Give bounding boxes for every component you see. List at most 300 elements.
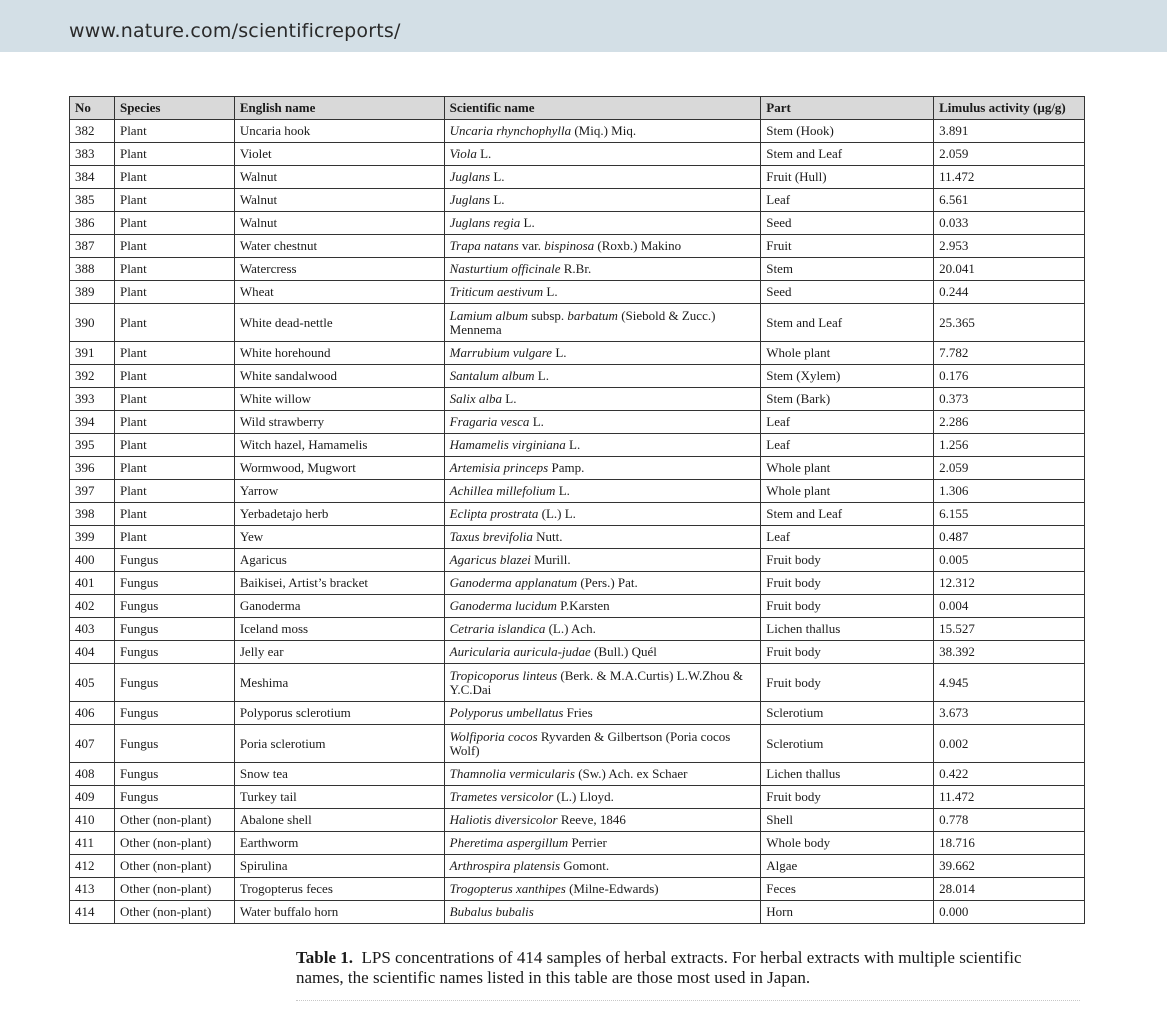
cell-scientific-name (444, 120, 761, 143)
cell-no: 396 (70, 457, 115, 480)
cell-part: Seed (761, 281, 934, 304)
cell-scientific-name (444, 235, 761, 258)
column-header-part: Part (761, 97, 934, 120)
cell-scientific-name (444, 166, 761, 189)
table-row (70, 480, 1085, 503)
cell-part: Fruit body (761, 786, 934, 809)
cell-limulus-activity: 28.014 (934, 878, 1085, 901)
cell-species: Fungus (114, 763, 234, 786)
cell-limulus-activity: 25.365 (934, 304, 1085, 342)
cell-scientific-name (444, 143, 761, 166)
cell-scientific-name (444, 480, 761, 503)
table-row (70, 809, 1085, 832)
cell-species: Fungus (114, 549, 234, 572)
cell-species: Plant (114, 457, 234, 480)
scientific-name-authority: Murill. (530, 552, 571, 567)
table-row (70, 365, 1085, 388)
cell-scientific-name (444, 526, 761, 549)
cell-limulus-activity: 0.422 (934, 763, 1085, 786)
cell-part: Seed (761, 212, 934, 235)
cell-scientific-name (444, 189, 761, 212)
cell-limulus-activity: 11.472 (934, 786, 1085, 809)
cell-scientific-name (444, 786, 761, 809)
scientific-name-authority: (Berk. & M.A.Curtis) L.W.Zhou & Y.C.Dai (449, 667, 746, 697)
cell-scientific-name (444, 595, 761, 618)
cell-english-name: Trogopterus feces (234, 878, 444, 901)
scientific-name-italic: Tropicoporus linteus (449, 667, 558, 683)
lps-concentration-table (69, 96, 1085, 924)
cell-species: Plant (114, 411, 234, 434)
cell-no: 395 (70, 434, 115, 457)
scientific-name-italic: Juglans regia (449, 215, 521, 230)
cell-english-name: Uncaria hook (234, 120, 444, 143)
cell-no: 383 (70, 143, 115, 166)
cell-part: Fruit (761, 235, 934, 258)
cell-english-name: Earthworm (234, 832, 444, 855)
cell-part: Shell (761, 809, 934, 832)
cell-limulus-activity: 20.041 (934, 258, 1085, 281)
table-header-row (70, 97, 1085, 120)
cell-species: Plant (114, 281, 234, 304)
scientific-name-authority: P.Karsten (556, 598, 610, 613)
scientific-name-italic: Trogopterus xanthipes (449, 881, 566, 896)
scientific-name-authority: (Miq.) Miq. (571, 123, 637, 138)
cell-scientific-name (444, 763, 761, 786)
cell-limulus-activity: 2.286 (934, 411, 1085, 434)
cell-limulus-activity: 0.000 (934, 901, 1085, 924)
cell-species: Plant (114, 120, 234, 143)
cell-scientific-name (444, 258, 761, 281)
journal-url[interactable]: www.nature.com/scientificreports/ (69, 20, 401, 42)
cell-scientific-name (444, 641, 761, 664)
cell-english-name: Walnut (234, 189, 444, 212)
cell-english-name: Poria sclerotium (234, 725, 444, 763)
scientific-name-italic: Agaricus blazei (449, 552, 531, 567)
journal-header-band (0, 0, 1167, 52)
table-row (70, 166, 1085, 189)
cell-no: 401 (70, 572, 115, 595)
cell-part: Whole plant (761, 480, 934, 503)
scientific-name-authority: L. (529, 414, 544, 429)
cell-limulus-activity: 12.312 (934, 572, 1085, 595)
cell-no: 394 (70, 411, 115, 434)
scientific-name-italic: Uncaria rhynchophylla (449, 123, 572, 138)
scientific-name-italic: Achillea millefolium (449, 483, 556, 498)
cell-species: Other (non-plant) (114, 855, 234, 878)
cell-no: 410 (70, 809, 115, 832)
table-row (70, 618, 1085, 641)
cell-species: Other (non-plant) (114, 809, 234, 832)
table-row (70, 304, 1085, 342)
scientific-name-italic: Artemisia princeps (449, 460, 549, 475)
table-row (70, 832, 1085, 855)
cell-english-name: Snow tea (234, 763, 444, 786)
cell-part: Leaf (761, 189, 934, 212)
column-header-limulus-activity: Limulus activity (µg/g) (934, 97, 1085, 120)
cell-species: Fungus (114, 702, 234, 725)
scientific-name-italic: Lamium album (449, 307, 529, 323)
cell-no: 409 (70, 786, 115, 809)
cell-scientific-name (444, 664, 761, 702)
cell-species: Plant (114, 258, 234, 281)
cell-english-name: Watercress (234, 258, 444, 281)
cell-scientific-name (444, 503, 761, 526)
table-body (70, 120, 1085, 924)
cell-no: 411 (70, 832, 115, 855)
table-row (70, 641, 1085, 664)
scientific-name-authority: R.Br. (560, 261, 592, 276)
scientific-name-authority: (Pers.) Pat. (577, 575, 638, 590)
cell-no: 392 (70, 365, 115, 388)
column-header-species: Species (114, 97, 234, 120)
cell-english-name: Water buffalo horn (234, 901, 444, 924)
cell-part: Fruit (Hull) (761, 166, 934, 189)
cell-species: Plant (114, 526, 234, 549)
scientific-name-authority: subsp. (528, 307, 568, 323)
scientific-name-italic: barbatum (567, 307, 618, 323)
cell-part: Stem (Bark) (761, 388, 934, 411)
cell-part: Stem and Leaf (761, 503, 934, 526)
table-row (70, 786, 1085, 809)
table-row (70, 503, 1085, 526)
scientific-name-authority: L. (543, 284, 558, 299)
cell-english-name: Ganoderma (234, 595, 444, 618)
cell-species: Other (non-plant) (114, 901, 234, 924)
cell-english-name: Abalone shell (234, 809, 444, 832)
cell-english-name: White horehound (234, 342, 444, 365)
scientific-name-italic: Wolfiporia cocos (449, 728, 538, 744)
cell-no: 403 (70, 618, 115, 641)
cell-scientific-name (444, 901, 761, 924)
table-row (70, 595, 1085, 618)
cell-limulus-activity: 18.716 (934, 832, 1085, 855)
cell-english-name: Yarrow (234, 480, 444, 503)
scientific-name-authority: Pamp. (548, 460, 585, 475)
caption-text: LPS concentrations of 414 samples of herbal extracts. For herbal extracts with multiple scientific names, the scientific names listed in this table are those most used in Japan. (296, 948, 1022, 987)
scientific-name-italic: Taxus brevifolia (449, 529, 533, 544)
cell-no: 400 (70, 549, 115, 572)
scientific-name-italic: Ganoderma lucidum (449, 598, 557, 613)
cell-scientific-name (444, 411, 761, 434)
cell-scientific-name (444, 304, 761, 342)
table-row (70, 664, 1085, 702)
cell-no: 393 (70, 388, 115, 411)
cell-no: 399 (70, 526, 115, 549)
table-caption (296, 948, 1066, 988)
scientific-name-italic: Juglans (449, 169, 491, 184)
cell-limulus-activity: 0.004 (934, 595, 1085, 618)
cell-limulus-activity: 2.059 (934, 457, 1085, 480)
scientific-name-authority: L. (565, 437, 581, 452)
cell-no: 402 (70, 595, 115, 618)
cell-english-name: Yerbadetajo herb (234, 503, 444, 526)
cell-english-name: Agaricus (234, 549, 444, 572)
cell-english-name: Spirulina (234, 855, 444, 878)
cell-no: 414 (70, 901, 115, 924)
cell-part: Stem (761, 258, 934, 281)
cell-scientific-name (444, 549, 761, 572)
cell-species: Plant (114, 365, 234, 388)
column-header-scientific-name: Scientific name (444, 97, 761, 120)
cell-scientific-name (444, 281, 761, 304)
caption-divider (296, 1000, 1080, 1001)
cell-part: Stem and Leaf (761, 143, 934, 166)
table-row (70, 411, 1085, 434)
scientific-name-authority: var. (518, 238, 545, 253)
table-row (70, 725, 1085, 763)
cell-species: Plant (114, 434, 234, 457)
table-row (70, 526, 1085, 549)
cell-english-name: White sandalwood (234, 365, 444, 388)
cell-limulus-activity: 2.059 (934, 143, 1085, 166)
cell-english-name: Walnut (234, 166, 444, 189)
cell-species: Fungus (114, 641, 234, 664)
cell-scientific-name (444, 434, 761, 457)
cell-species: Fungus (114, 725, 234, 763)
cell-no: 397 (70, 480, 115, 503)
scientific-name-italic: Bubalus bubalis (449, 904, 534, 919)
column-header-no: No (70, 97, 115, 120)
cell-species: Plant (114, 166, 234, 189)
cell-limulus-activity: 4.945 (934, 664, 1085, 702)
cell-part: Lichen thallus (761, 618, 934, 641)
cell-species: Other (non-plant) (114, 878, 234, 901)
scientific-name-italic: Trapa natans (449, 238, 519, 253)
scientific-name-authority: L. (476, 146, 492, 161)
scientific-name-authority: L. (502, 391, 517, 406)
cell-part: Stem (Hook) (761, 120, 934, 143)
cell-no: 389 (70, 281, 115, 304)
cell-species: Fungus (114, 572, 234, 595)
cell-part: Fruit body (761, 641, 934, 664)
table-row (70, 763, 1085, 786)
cell-english-name: White willow (234, 388, 444, 411)
cell-english-name: Wheat (234, 281, 444, 304)
cell-limulus-activity: 11.472 (934, 166, 1085, 189)
cell-no: 405 (70, 664, 115, 702)
cell-limulus-activity: 0.373 (934, 388, 1085, 411)
cell-english-name: Violet (234, 143, 444, 166)
scientific-name-italic: Eclipta prostrata (449, 506, 539, 521)
cell-english-name: Wormwood, Mugwort (234, 457, 444, 480)
scientific-name-authority: (Bull.) Quél (590, 644, 657, 659)
scientific-name-authority: L. (520, 215, 535, 230)
cell-english-name: Iceland moss (234, 618, 444, 641)
cell-limulus-activity: 6.561 (934, 189, 1085, 212)
cell-limulus-activity: 3.891 (934, 120, 1085, 143)
scientific-name-authority: (Sw.) Ach. ex Schaer (574, 766, 688, 781)
cell-scientific-name (444, 572, 761, 595)
cell-limulus-activity: 0.244 (934, 281, 1085, 304)
cell-limulus-activity: 0.005 (934, 549, 1085, 572)
cell-species: Plant (114, 480, 234, 503)
scientific-name-authority: (Milne-Edwards) (565, 881, 659, 896)
scientific-name-authority: L. (534, 368, 549, 383)
cell-limulus-activity: 2.953 (934, 235, 1085, 258)
cell-species: Plant (114, 388, 234, 411)
cell-no: 391 (70, 342, 115, 365)
cell-species: Plant (114, 304, 234, 342)
scientific-name-italic: Thamnolia vermicularis (449, 766, 575, 781)
cell-limulus-activity: 0.487 (934, 526, 1085, 549)
cell-species: Plant (114, 212, 234, 235)
cell-part: Stem (Xylem) (761, 365, 934, 388)
cell-species: Plant (114, 189, 234, 212)
cell-part: Fruit body (761, 664, 934, 702)
cell-scientific-name (444, 878, 761, 901)
cell-limulus-activity: 1.306 (934, 480, 1085, 503)
cell-english-name: Jelly ear (234, 641, 444, 664)
cell-part: Fruit body (761, 595, 934, 618)
cell-species: Fungus (114, 595, 234, 618)
cell-species: Fungus (114, 618, 234, 641)
cell-scientific-name (444, 855, 761, 878)
scientific-name-authority: (L.) L. (538, 506, 576, 521)
table-row (70, 235, 1085, 258)
cell-no: 404 (70, 641, 115, 664)
scientific-name-italic: Viola (449, 146, 477, 161)
cell-species: Plant (114, 235, 234, 258)
cell-no: 387 (70, 235, 115, 258)
scientific-name-authority: L. (490, 169, 505, 184)
cell-species: Plant (114, 503, 234, 526)
scientific-name-italic: Ganoderma applanatum (449, 575, 578, 590)
cell-english-name: Witch hazel, Hamamelis (234, 434, 444, 457)
table-row (70, 901, 1085, 924)
cell-part: Leaf (761, 526, 934, 549)
cell-scientific-name (444, 457, 761, 480)
cell-part: Stem and Leaf (761, 304, 934, 342)
table-row (70, 855, 1085, 878)
caption-label: Table 1. (296, 948, 354, 967)
scientific-name-authority: (L.) Lloyd. (553, 789, 614, 804)
cell-limulus-activity: 0.176 (934, 365, 1085, 388)
cell-limulus-activity: 0.002 (934, 725, 1085, 763)
cell-no: 406 (70, 702, 115, 725)
scientific-name-italic: bispinosa (544, 238, 595, 253)
cell-limulus-activity: 15.527 (934, 618, 1085, 641)
cell-scientific-name (444, 809, 761, 832)
table-row (70, 258, 1085, 281)
table-row (70, 388, 1085, 411)
cell-scientific-name (444, 388, 761, 411)
cell-species: Other (non-plant) (114, 832, 234, 855)
cell-limulus-activity: 1.256 (934, 434, 1085, 457)
cell-scientific-name (444, 702, 761, 725)
table-row (70, 434, 1085, 457)
cell-species: Fungus (114, 664, 234, 702)
table-row (70, 572, 1085, 595)
scientific-name-italic: Triticum aestivum (449, 284, 544, 299)
scientific-name-authority: (Roxb.) Makino (594, 238, 682, 253)
cell-part: Leaf (761, 434, 934, 457)
cell-limulus-activity: 7.782 (934, 342, 1085, 365)
cell-no: 407 (70, 725, 115, 763)
scientific-name-italic: Auricularia auricula-judae (449, 644, 591, 659)
cell-part: Algae (761, 855, 934, 878)
cell-scientific-name (444, 342, 761, 365)
cell-english-name: White dead-nettle (234, 304, 444, 342)
cell-scientific-name (444, 618, 761, 641)
cell-part: Whole plant (761, 457, 934, 480)
cell-limulus-activity: 38.392 (934, 641, 1085, 664)
column-header-english-name: English name (234, 97, 444, 120)
cell-part: Horn (761, 901, 934, 924)
cell-part: Sclerotium (761, 725, 934, 763)
table-row (70, 212, 1085, 235)
cell-scientific-name (444, 212, 761, 235)
table-row (70, 281, 1085, 304)
scientific-name-italic: Marrubium vulgare (449, 345, 553, 360)
cell-scientific-name (444, 832, 761, 855)
cell-english-name: Turkey tail (234, 786, 444, 809)
table-row (70, 457, 1085, 480)
cell-part: Leaf (761, 411, 934, 434)
cell-species: Plant (114, 143, 234, 166)
cell-species: Fungus (114, 786, 234, 809)
scientific-name-authority: (L.) Ach. (545, 621, 596, 636)
cell-no: 412 (70, 855, 115, 878)
scientific-name-italic: Arthrospira platensis (449, 858, 561, 873)
cell-species: Plant (114, 342, 234, 365)
cell-english-name: Baikisei, Artist’s bracket (234, 572, 444, 595)
cell-part: Feces (761, 878, 934, 901)
cell-english-name: Walnut (234, 212, 444, 235)
cell-part: Sclerotium (761, 702, 934, 725)
cell-scientific-name (444, 365, 761, 388)
cell-limulus-activity: 0.778 (934, 809, 1085, 832)
cell-no: 390 (70, 304, 115, 342)
scientific-name-authority: Fries (563, 705, 593, 720)
scientific-name-italic: Trametes versicolor (449, 789, 554, 804)
cell-scientific-name (444, 725, 761, 763)
cell-part: Whole plant (761, 342, 934, 365)
table-row (70, 143, 1085, 166)
scientific-name-authority: Perrier (568, 835, 607, 850)
cell-no: 413 (70, 878, 115, 901)
cell-english-name: Meshima (234, 664, 444, 702)
scientific-name-italic: Juglans (449, 192, 491, 207)
cell-no: 388 (70, 258, 115, 281)
scientific-name-italic: Haliotis diversicolor (449, 812, 558, 827)
scientific-name-italic: Santalum album (449, 368, 535, 383)
cell-english-name: Water chestnut (234, 235, 444, 258)
cell-part: Lichen thallus (761, 763, 934, 786)
scientific-name-authority: (Siebold & Zucc.) Mennema (449, 307, 719, 337)
cell-no: 398 (70, 503, 115, 526)
scientific-name-italic: Hamamelis virginiana (449, 437, 566, 452)
scientific-name-italic: Pheretima aspergillum (449, 835, 569, 850)
cell-no: 382 (70, 120, 115, 143)
cell-english-name: Yew (234, 526, 444, 549)
table-row (70, 342, 1085, 365)
cell-limulus-activity: 39.662 (934, 855, 1085, 878)
scientific-name-italic: Fragaria vesca (449, 414, 530, 429)
cell-limulus-activity: 3.673 (934, 702, 1085, 725)
cell-part: Fruit body (761, 572, 934, 595)
cell-part: Fruit body (761, 549, 934, 572)
table-row (70, 702, 1085, 725)
cell-english-name: Polyporus sclerotium (234, 702, 444, 725)
cell-limulus-activity: 6.155 (934, 503, 1085, 526)
table-row (70, 878, 1085, 901)
scientific-name-authority: Reeve, 1846 (557, 812, 626, 827)
cell-no: 385 (70, 189, 115, 212)
scientific-name-authority: L. (490, 192, 505, 207)
scientific-name-italic: Nasturtium officinale (449, 261, 561, 276)
scientific-name-italic: Polyporus umbellatus (449, 705, 564, 720)
scientific-name-authority: L. (555, 483, 570, 498)
